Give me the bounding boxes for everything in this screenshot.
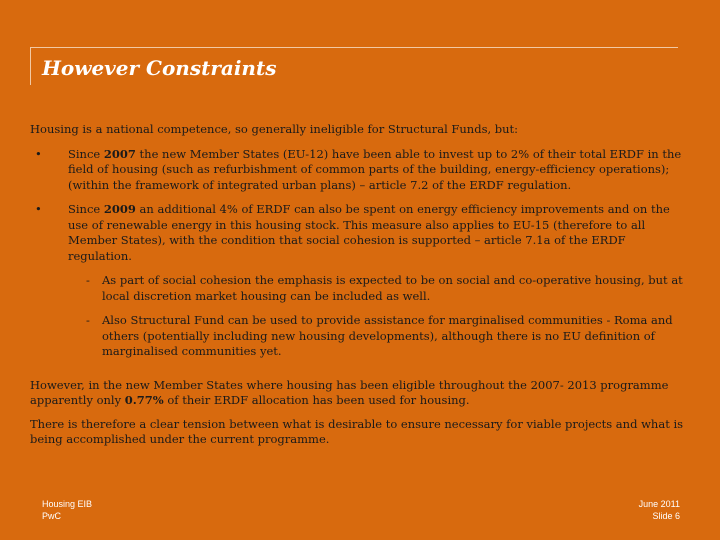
- paragraph-tension: There is therefore a clear tension between what is desirable to ensure necessary for viable projects and what is being accomplished under the current programme.: [30, 416, 684, 446]
- bullet-year: 2009: [103, 202, 136, 216]
- footer-right: [639, 498, 680, 522]
- footer-left: [42, 498, 92, 522]
- bullet-item-2009: [30, 202, 692, 264]
- intro-text: Housing is a national competence, so generally ineligible for Structural Funds, but:: [30, 122, 519, 136]
- bullet-year: 2007: [103, 146, 136, 161]
- slide-title: However Constraints: [42, 56, 277, 80]
- dash-icon: -: [86, 313, 90, 327]
- bullet-dot-icon: •: [35, 146, 42, 161]
- sub-item-text: Also Structural Fund can be used to provide assistance for marginalised communities - Roma and others (potentially including new housing developments), although there is no EU definition of marginalised communities yet.: [102, 313, 673, 358]
- bullet-item-2007: [30, 147, 692, 194]
- bullet-text-post: the new Member States (EU-12) have been able to invest up to 2% of their total ERDF in the field of housing (such as refurbishment of common parts of the building, energy-efficiency operations); (within the framework of integrated urban plans) – article 7.2 of the ERDF regulation.: [68, 146, 682, 192]
- footer-company: PwC: [42, 511, 62, 521]
- sub-item-social-cohesion: [30, 273, 692, 304]
- bullet-text-pre: Since: [68, 202, 104, 216]
- title-rule-vertical: [30, 47, 31, 85]
- paragraph-allocation: [30, 378, 692, 409]
- sub-item-marginalised-communities: [30, 313, 692, 360]
- bullet-dot-icon: •: [35, 202, 42, 216]
- bullet-text-post: an additional 4% of ERDF can also be spent on energy efficiency improvements and on the use of renewable energy in this housing stock. This measure also applies to EU-15 (therefore to all Member States), with the condition that social cohesion is supported – article 7.1a of the ERDF regulation.: [68, 202, 670, 263]
- slide-content: [30, 122, 692, 456]
- footer-date: June 2011: [638, 499, 680, 509]
- paragraph-text-post: of their ERDF allocation has been used for housing.: [163, 393, 470, 407]
- dash-icon: -: [86, 273, 90, 287]
- bullet-text-pre: Since: [68, 146, 104, 161]
- allocation-percentage: 0.77%: [124, 393, 164, 407]
- paragraph-text-pre: However, in the new Member States where housing has been eligible throughout the 2007- 2013 programme apparently only: [30, 377, 669, 407]
- sub-item-text: As part of social cohesion the emphasis is expected to be on social and co-operative housing, but at local discretion market housing can be included as well.: [102, 273, 683, 303]
- footer-project: Housing EIB: [42, 499, 93, 509]
- footer-slide-number: Slide 6: [652, 511, 680, 521]
- title-rule-horizontal: [30, 47, 678, 48]
